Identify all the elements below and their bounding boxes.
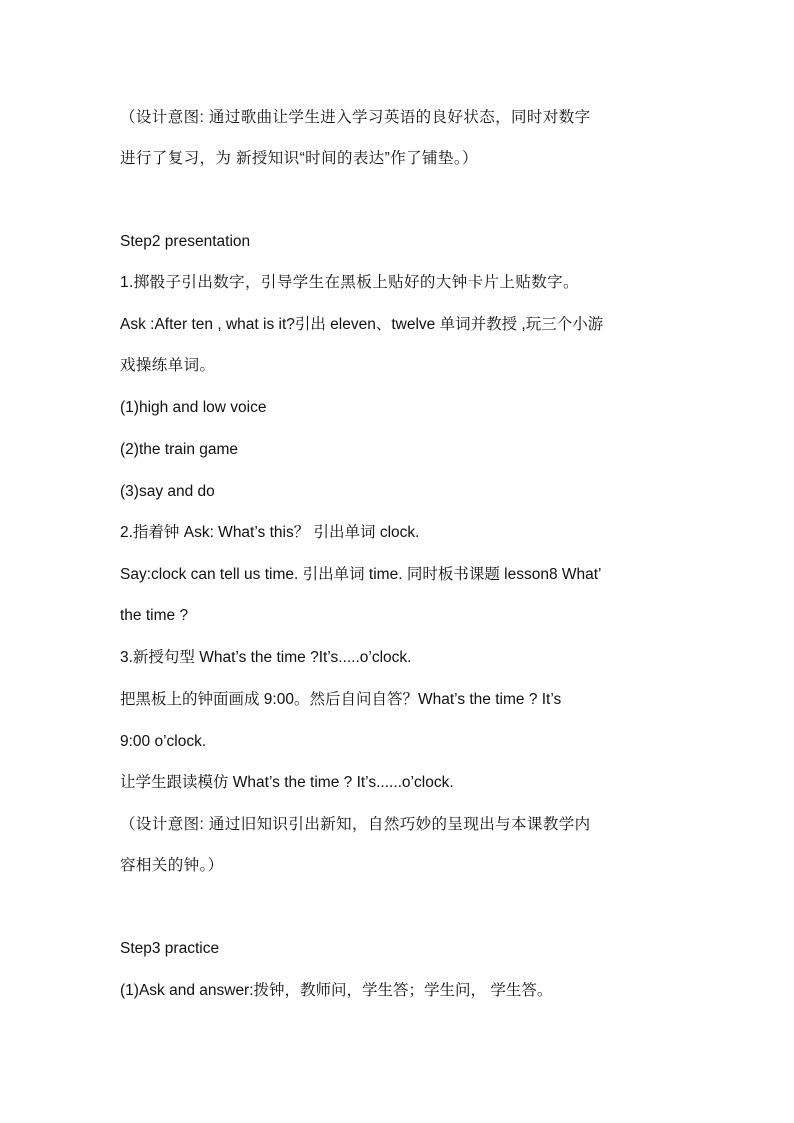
step2-item-1: 1.掷骰子引出数字，引导学生在黑板上贴好的大钟卡片上贴数字。	[120, 274, 579, 291]
step2-heading: Step2 presentation	[120, 233, 251, 250]
step3-heading: Step3 practice	[120, 940, 220, 957]
step2-say-line-1: Say:clock can tell us time. 引出单词 time. 同时板书课题 lesson8 What’	[120, 566, 602, 583]
clock-face-line-2: 9:00 o’clock.	[120, 733, 207, 750]
follow-read-line: 让学生跟读模仿 What’s the time ? It’s......o’clock.	[120, 774, 454, 791]
design-intent-line-2: 进行了复习，为 新授知识“时间的表达”作了铺垫。）	[120, 150, 478, 167]
game-item-1: (1)high and low voice	[120, 399, 267, 416]
clock-face-line-1: 把黑板上的钟面画成 9:00。然后自问自答？What’s the time ? It’s	[120, 691, 562, 708]
step2-say-line-2: the time ?	[120, 607, 189, 624]
game-item-2: (2)the train game	[120, 441, 239, 458]
game-item-3: (3)say and do	[120, 483, 215, 500]
step2-ask-line-2: 戏操练单词。	[120, 357, 216, 374]
step2-item-2: 2.指着钟 Ask: What’s this？ 引出单词 clock.	[120, 524, 420, 541]
step3-item-1: (1)Ask and answer:拨钟，教师问，学生答；学生问， 学生答。	[120, 982, 553, 999]
step2-item-3: 3.新授句型 What’s the time ?It’s.....o’clock.	[120, 649, 412, 666]
design-intent-line-1: （设计意图: 通过歌曲让学生进入学习英语的良好状态，同时对数字	[120, 109, 591, 126]
step2-ask-line-1: Ask :After ten , what is it?引出 eleven、twelve 单词并教授 ,玩三个小游	[120, 316, 604, 333]
design-intent-2-line-1: （设计意图: 通过旧知识引出新知，自然巧妙的呈现出与本课教学内	[120, 816, 591, 833]
design-intent-2-line-2: 容相关的钟。）	[120, 857, 224, 874]
